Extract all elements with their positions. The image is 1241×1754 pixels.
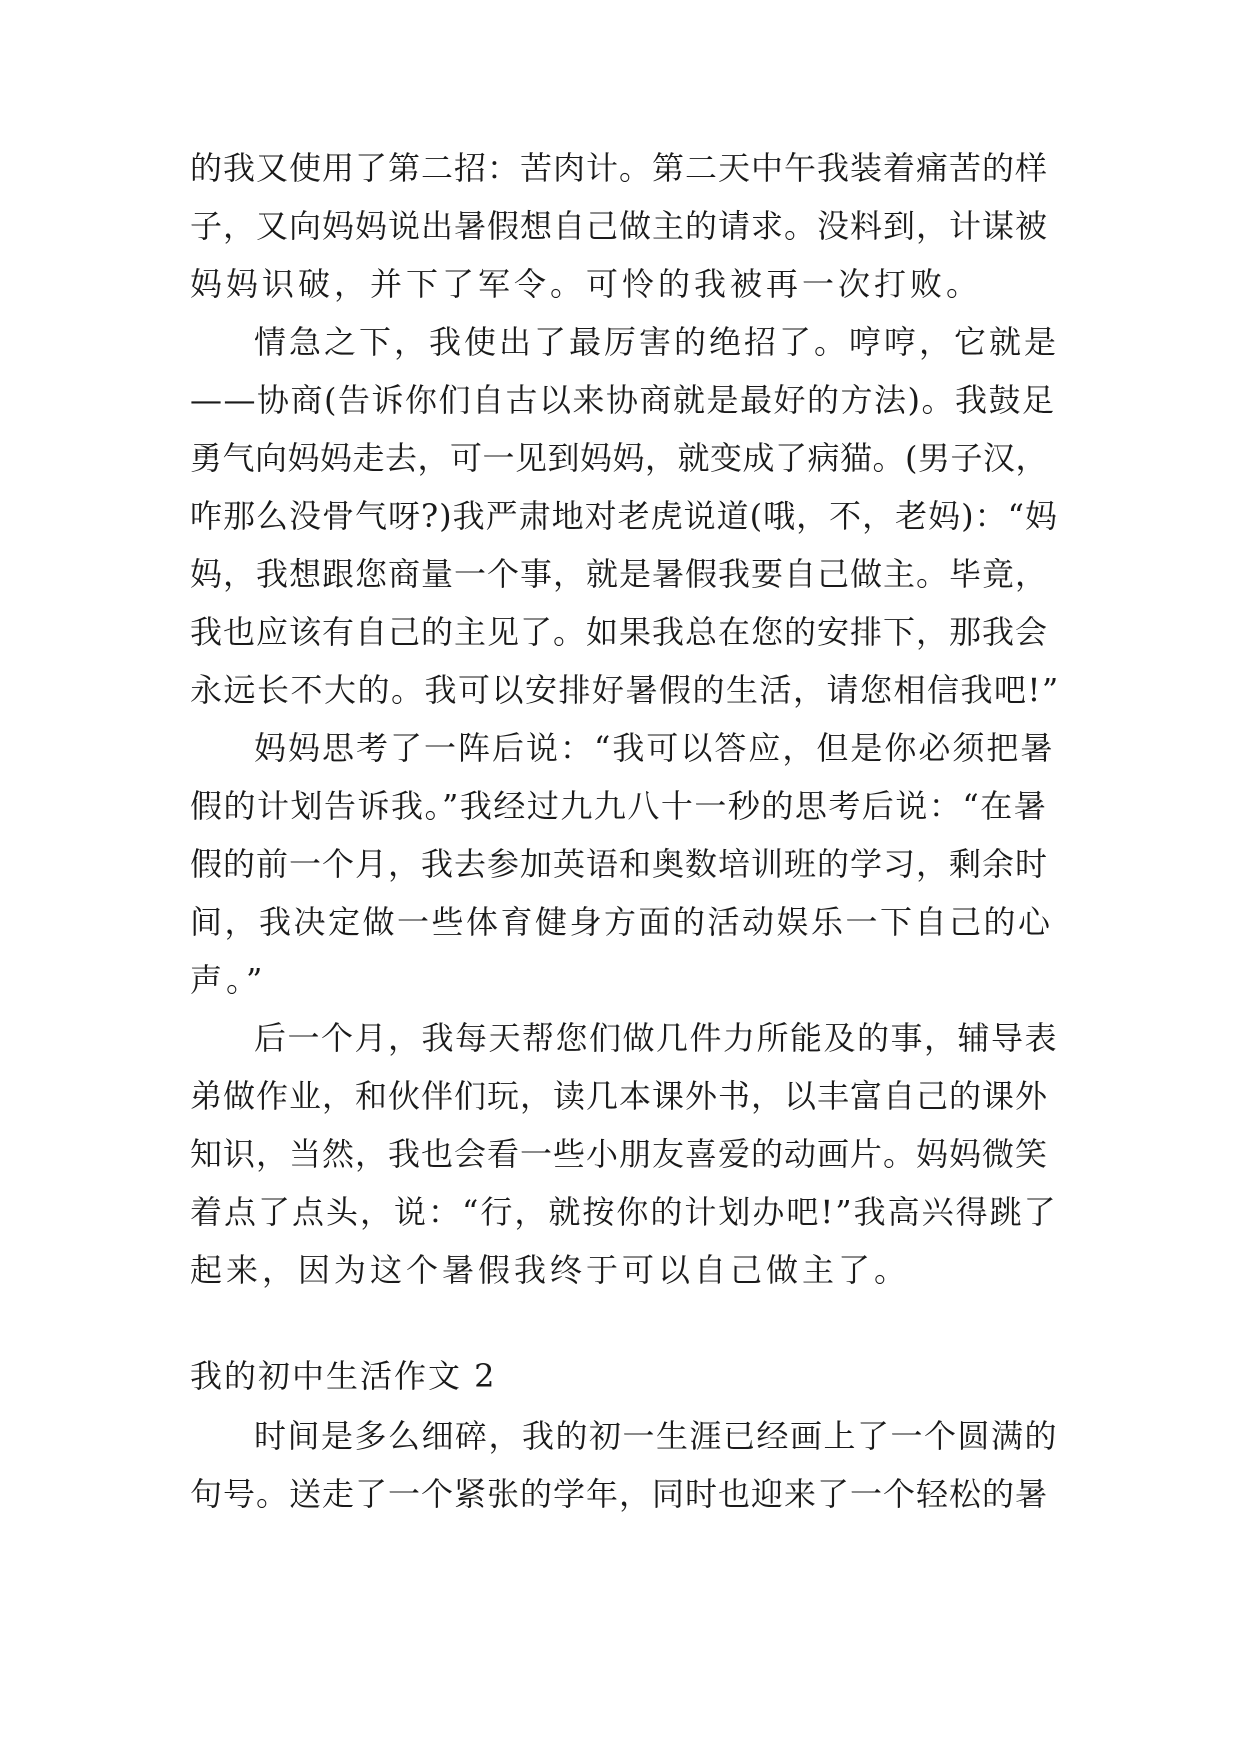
text-line: 勇气向妈妈走去，可一见到妈妈，就变成了病猫。(男子汉，	[190, 439, 1048, 477]
text-line: 情急之下，我使出了最厉害的绝招了。哼哼，它就是	[254, 323, 1060, 361]
text-line: 声。”	[190, 961, 267, 999]
text-line: 妈，我想跟您商量一个事，就是暑假我要自己做主。毕竟，	[190, 555, 1049, 593]
text-line: ——协商(告诉你们自古以来协商就是最好的方法)。我鼓足	[190, 381, 1056, 419]
text-line: 妈妈识破，并下了军令。可怜的我被再一次打败。	[190, 265, 983, 303]
text-line: 句号。送走了一个紧张的学年，同时也迎来了一个轻松的暑	[190, 1475, 1049, 1513]
text-line: 弟做作业，和伙伴们玩，读几本课外书，以丰富自己的课外	[190, 1077, 1049, 1115]
text-line: 时间是多么细碎，我的初一生涯已经画上了一个圆满的	[254, 1417, 1059, 1455]
text-line: 子，又向妈妈说出暑假想自己做主的请求。没料到，计谋被	[190, 207, 1049, 245]
text-line: 后一个月，我每天帮您们做几件力所能及的事，辅导表	[254, 1019, 1059, 1057]
text-line: 间，我决定做一些体育健身方面的活动娱乐一下自己的心	[190, 903, 1053, 941]
text-line: 知识，当然，我也会看一些小朋友喜爱的动画片。妈妈微笑	[190, 1135, 1049, 1173]
text-line: 假的计划告诉我。”我经过九九八十一秒的思考后说：“在暑	[190, 787, 1048, 825]
text-line: 假的前一个月，我去参加英语和奥数培训班的学习，剩余时	[190, 845, 1049, 883]
text-line: 着点了点头，说：“行，就按你的计划办吧!”我高兴得跳了	[190, 1193, 1058, 1231]
text-line: 我也应该有自己的主见了。如果我总在您的安排下，那我会	[190, 613, 1049, 651]
text-line: 起来，因为这个暑假我终于可以自己做主了。	[190, 1251, 911, 1289]
text-line: 咋那么没骨气呀?)我严肃地对老虎说道(哦，不，老妈)：“妈	[190, 497, 1058, 535]
text-line: 的我又使用了第二招：苦肉计。第二天中午我装着痛苦的样	[190, 149, 1049, 187]
text-line: 永远长不大的。我可以安排好暑假的生活，请您相信我吧!”	[190, 671, 1060, 709]
section-heading: 我的初中生活作文 2	[190, 1357, 497, 1395]
text-line: 妈妈思考了一阵后说：“我可以答应，但是你必须把暑	[254, 729, 1055, 767]
